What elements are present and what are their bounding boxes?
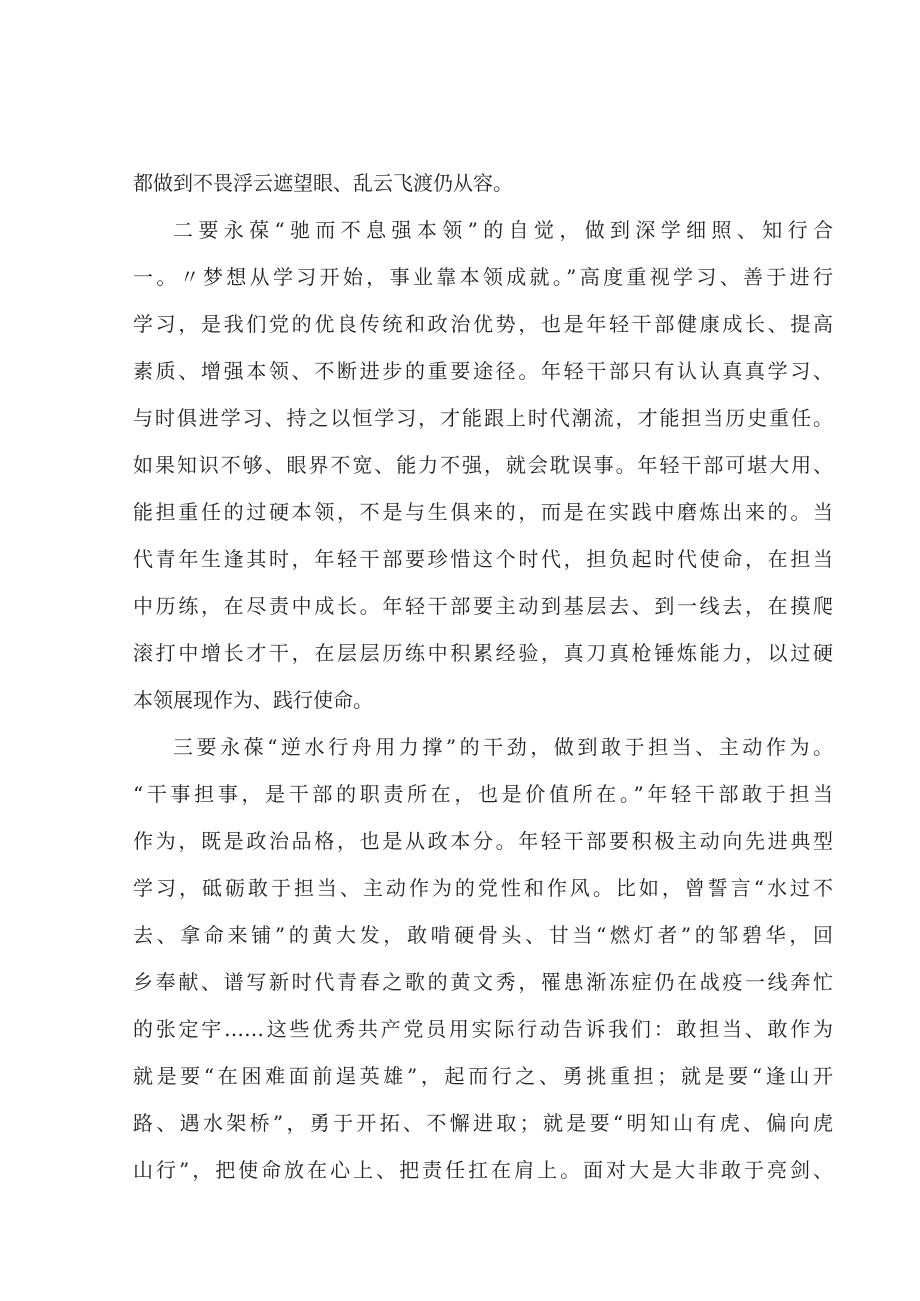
text-line: 素质、增强本领、不断进步的重要途径。年轻干部只有认认真真学习、	[133, 359, 833, 383]
body-text	[133, 160, 833, 1194]
text-line: 能担重任的过硬本领，不是与生俱来的，而是在实践中磨炼出来的。当	[133, 500, 833, 524]
text-line: 如果知识不够、眼界不宽、能力不强，就会耽误事。年轻干部可堪大用、	[133, 453, 833, 477]
text-line: “干事担事，是干部的职责所在，也是价值所在。”年轻干部敢于担当	[133, 782, 833, 806]
text-line: 中历练，在尽责中成长。年轻干部要主动到基层去、到一线去，在摸爬	[133, 594, 833, 618]
paragraph-1	[133, 207, 833, 724]
text-line: 的张定宇……这些优秀共产党员用实际行动告诉我们：敢担当、敢作为	[133, 1017, 833, 1041]
text-line: 滚打中增长才干，在层层历练中积累经验，真刀真枪锤炼能力，以过硬	[133, 641, 833, 665]
paragraph-0	[133, 160, 833, 207]
text-line: 乡奉献、谱写新时代青春之歌的黄文秀，罹患渐冻症仍在战疫一线奔忙	[133, 970, 833, 994]
text-line: 去、拿命来铺”的黄大发，敢啃硬骨头、甘当“燃灯者”的邹碧华，回	[133, 923, 833, 947]
paragraph-2	[133, 724, 833, 1194]
text-line: 二要永葆“驰而不息强本领”的自觉，做到深学细照、知行合	[173, 218, 833, 242]
text-line: 学习，是我们党的优良传统和政治优势，也是年轻干部健康成长、提高	[133, 312, 833, 336]
text-line: 学习，砥砺敢于担当、主动作为的党性和作风。比如，曾誓言“水过不	[133, 876, 833, 900]
text-line: 代青年生逢其时，年轻干部要珍惜这个时代，担负起时代使命，在担当	[133, 547, 833, 571]
text-line: 作为，既是政治品格，也是从政本分。年轻干部要积极主动向先进典型	[133, 829, 833, 853]
text-line: 山行”，把使命放在心上、把责任扛在肩上。面对大是大非敢于亮剑、	[133, 1158, 833, 1182]
text-line: 三要永葆“逆水行舟用力撑”的干劲，做到敢于担当、主动作为。	[173, 735, 833, 759]
text-line: 就是要“在困难面前逞英雄”，起而行之、勇挑重担；就是要“逢山开	[133, 1064, 833, 1088]
text-line: 一。〃梦想从学习开始，事业靠本领成就。”高度重视学习、善于进行	[133, 265, 833, 289]
text-line: 与时俱进学习、持之以恒学习，才能跟上时代潮流，才能担当历史重任。	[133, 406, 833, 430]
text-line: 路、遇水架桥”，勇于开拓、不懈进取；就是要“明知山有虎、偏向虎	[133, 1111, 833, 1135]
text-line: 都做到不畏浮云遮望眼、乱云飞渡仍从容。	[133, 171, 513, 195]
text-line: 本领展现作为、践行使命。	[133, 688, 373, 712]
